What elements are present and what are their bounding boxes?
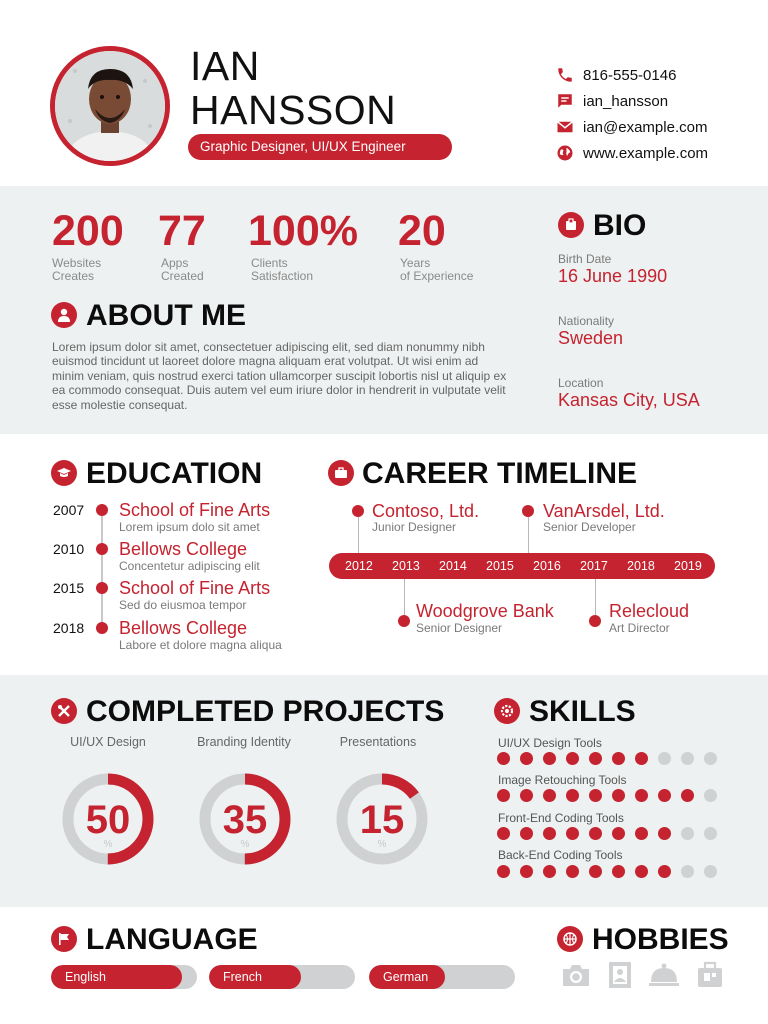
education-school: School of Fine Arts	[119, 578, 271, 598]
nationality-value: Sweden	[558, 328, 624, 348]
birth-date-value: 16 June 1990	[558, 266, 668, 286]
timeline-year: 2016	[533, 559, 561, 573]
role-badge: Graphic Designer, UI/UX Engineer	[188, 134, 452, 160]
cloche-icon	[648, 960, 680, 990]
contact-phone[interactable]	[556, 64, 676, 86]
tools-icon	[51, 698, 77, 724]
last-name: HANSSON	[190, 87, 397, 133]
skill-dot	[635, 789, 648, 802]
location-label: Location	[558, 376, 604, 390]
timeline-dot	[589, 615, 601, 627]
skill-dot	[658, 789, 671, 802]
skill-meter	[497, 789, 727, 802]
skills-gear-icon	[494, 698, 520, 724]
user-icon	[51, 302, 77, 328]
education-dot	[96, 622, 108, 634]
timeline-bar	[329, 553, 715, 579]
donut-value: 50	[85, 798, 131, 842]
timeline-dot	[352, 505, 364, 517]
skill-dot	[566, 789, 579, 802]
language-bar	[209, 965, 355, 989]
project-donut	[334, 771, 430, 867]
donut-unit: %	[103, 839, 113, 850]
skill-dot	[589, 752, 602, 765]
education-dot	[96, 543, 108, 555]
education-school: School of Fine Arts	[119, 500, 271, 520]
education-school: Bellows College	[119, 618, 248, 638]
donut-value: 15	[359, 798, 405, 842]
stat-label: Years of Experience	[400, 256, 474, 283]
skill-dot	[635, 827, 648, 840]
chat-icon	[556, 92, 574, 110]
donut-unit: %	[240, 839, 250, 850]
language-fill: English	[51, 965, 182, 989]
skill-dot	[543, 789, 556, 802]
skill-dot	[612, 865, 625, 878]
education-dot	[96, 504, 108, 516]
project-donut	[60, 771, 156, 867]
timeline-year: 2014	[439, 559, 467, 573]
skill-dot	[612, 752, 625, 765]
skill-dot	[704, 752, 717, 765]
hobbies-title: HOBBIES	[592, 923, 729, 956]
language-bar	[369, 965, 515, 989]
profile-photo-icon	[55, 51, 165, 161]
skill-dot	[497, 789, 510, 802]
skill-meter	[497, 865, 727, 878]
donut-unit: %	[377, 839, 387, 850]
mail-icon	[556, 118, 574, 136]
education-detail: Sed do eiusmoa tempor	[119, 598, 247, 612]
graduation-cap-icon	[51, 460, 77, 486]
skill-dot	[681, 865, 694, 878]
education-school: Bellows College	[119, 539, 248, 559]
donut-value: 35	[222, 798, 268, 842]
project-label: Branding Identity	[197, 735, 291, 749]
skill-dot	[497, 865, 510, 878]
phone-icon	[556, 66, 574, 84]
stat-websites	[52, 207, 124, 283]
skill-dot	[589, 865, 602, 878]
timeline-stem	[358, 512, 359, 553]
stat-label: Clients Satisfaction	[251, 256, 314, 283]
skill-dot	[589, 827, 602, 840]
stat-apps	[158, 207, 206, 283]
stat-value: 77	[158, 207, 206, 255]
skill-dot	[543, 865, 556, 878]
skill-label: Image Retouching Tools	[498, 773, 627, 787]
first-name: IAN	[190, 43, 260, 89]
skill-dot	[543, 752, 556, 765]
education-year: 2007	[53, 502, 85, 518]
skill-dot	[658, 752, 671, 765]
about-text: Lorem ipsum dolor sit amet, consectetuer adipiscing elit, sed diam nonummy nibh euismod tincidunt ut laoreet dolore magna aliquam erat volutpat. Ut wisi enim ad minim veniam, quis nostrud exerci tation ullamcorper suscipit lobortis nisl ut aliquip ex ea commodo consequat. Duis autem vel eum iriure dolor in hendrerit in vulputate velit esse molestie consequat.	[52, 340, 507, 412]
skill-dot	[635, 752, 648, 765]
skill-dot	[497, 752, 510, 765]
language-fill: German	[369, 965, 445, 989]
skill-dot	[612, 789, 625, 802]
stat-years	[398, 207, 474, 283]
skill-dot	[704, 827, 717, 840]
job-role: Junior Designer	[372, 520, 457, 534]
job-role: Senior Developer	[543, 520, 636, 534]
skill-dot	[543, 827, 556, 840]
education-detail: Concentetur adipiscing elit	[119, 559, 260, 573]
job-role: Art Director	[609, 621, 670, 635]
education-line	[101, 510, 103, 628]
education-detail: Labore et dolore magna aliqua	[119, 638, 282, 652]
education-year: 2015	[53, 580, 85, 596]
education-detail: Lorem ipsum dolo sit amet	[119, 520, 260, 534]
skill-dot	[635, 865, 648, 878]
skill-meter	[497, 827, 727, 840]
stat-clients	[248, 207, 358, 283]
skills-title: SKILLS	[529, 695, 636, 728]
projects-title: COMPLETED PROJECTS	[86, 695, 445, 728]
skill-dot	[520, 752, 533, 765]
education-title: EDUCATION	[86, 457, 263, 490]
bio-title: BIO	[593, 209, 647, 242]
timeline-year: 2018	[627, 559, 655, 573]
stamp-icon	[604, 960, 636, 990]
job-company: Woodgrove Bank	[416, 601, 554, 621]
contact-web[interactable]	[556, 142, 708, 164]
education-year: 2018	[53, 620, 85, 636]
nationality-label: Nationality	[558, 314, 615, 328]
birth-date-label: Birth Date	[558, 252, 612, 266]
skill-dot	[520, 827, 533, 840]
skill-dot	[704, 865, 717, 878]
skill-dot	[612, 827, 625, 840]
skill-dot	[704, 789, 717, 802]
skill-label: Front-End Coding Tools	[498, 811, 624, 825]
skill-dot	[520, 865, 533, 878]
avatar	[50, 46, 170, 166]
job-company: Relecloud	[609, 601, 690, 621]
language-title: LANGUAGE	[86, 923, 258, 956]
timeline-year: 2019	[674, 559, 702, 573]
skill-label: Back-End Coding Tools	[498, 848, 623, 862]
stat-value: 20	[398, 207, 446, 255]
chat-text: ian_hansson	[583, 92, 669, 110]
skill-dot	[566, 865, 579, 878]
basketball-icon	[557, 926, 583, 952]
briefcase-icon	[328, 460, 354, 486]
web-text: www.example.com	[583, 144, 709, 162]
skill-dot	[566, 827, 579, 840]
language-fill: French	[209, 965, 301, 989]
skill-dot	[566, 752, 579, 765]
stat-label: Apps Created	[161, 256, 204, 283]
timeline-year: 2012	[345, 559, 373, 573]
phone-text: 816-555-0146	[583, 66, 677, 84]
skill-dot	[520, 789, 533, 802]
education-dot	[96, 582, 108, 594]
timeline-dot	[522, 505, 534, 517]
stat-value: 200	[52, 207, 124, 255]
skill-label: UI/UX Design Tools	[498, 736, 602, 750]
id-card-icon	[558, 212, 584, 238]
skill-meter	[497, 752, 727, 765]
contact-email[interactable]	[556, 116, 707, 138]
timeline-stem	[528, 512, 529, 553]
luggage-icon	[694, 960, 726, 990]
language-bar	[51, 965, 197, 989]
stat-value: 100%	[248, 207, 358, 255]
job-company: VanArsdel, Ltd.	[543, 501, 665, 521]
project-label: Presentations	[339, 735, 417, 749]
job-role: Senior Designer	[416, 621, 503, 635]
globe-icon	[556, 144, 574, 162]
education-year: 2010	[53, 541, 85, 557]
timeline-year: 2015	[486, 559, 514, 573]
project-donut	[197, 771, 293, 867]
flag-icon	[51, 926, 77, 952]
about-title: ABOUT ME	[86, 299, 246, 332]
email-text: ian@example.com	[583, 118, 708, 136]
timeline-dot	[398, 615, 410, 627]
skill-dot	[658, 865, 671, 878]
skill-dot	[658, 827, 671, 840]
stat-label: Websites Creates	[52, 256, 102, 283]
skill-dot	[681, 789, 694, 802]
skill-dot	[681, 827, 694, 840]
project-label: UI/UX Design	[70, 735, 146, 749]
job-company: Contoso, Ltd.	[372, 501, 480, 521]
skill-dot	[497, 827, 510, 840]
contact-chat[interactable]	[556, 90, 668, 112]
skill-dot	[589, 789, 602, 802]
career-title: CAREER TIMELINE	[362, 457, 638, 490]
location-value: Kansas City, USA	[558, 390, 700, 410]
skill-dot	[681, 752, 694, 765]
timeline-year: 2013	[392, 559, 420, 573]
timeline-year: 2017	[580, 559, 608, 573]
camera-icon	[560, 960, 592, 990]
